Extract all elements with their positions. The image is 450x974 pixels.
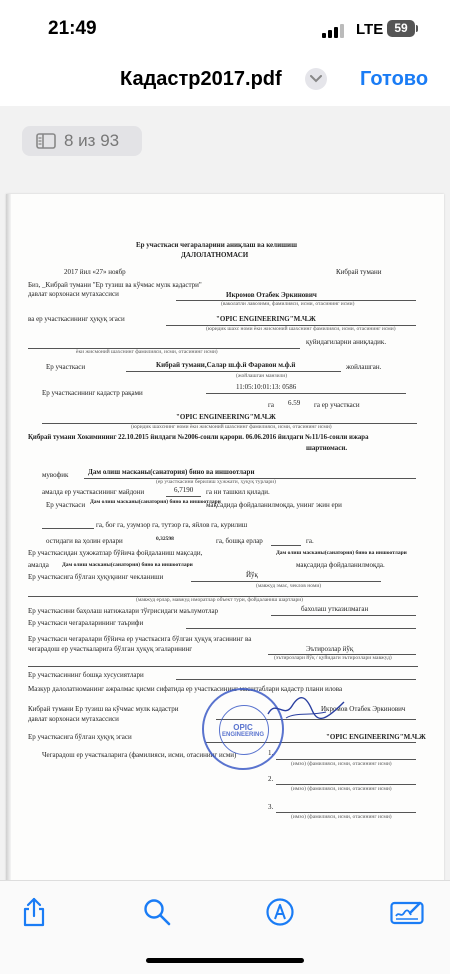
doc-sign1-b: давлат корхонаси мутахассиси	[28, 715, 119, 723]
doc-results-val: бахолаш утказилмаган	[301, 605, 369, 613]
doc-cap-restrict: (мавжуд эмас, чеклов номи)	[256, 583, 322, 589]
doc-owner: "OPIC ENGINEERING"М.Ч.Ж	[216, 315, 316, 323]
doc-line1b: давлат корхонаси мутахассиси	[28, 290, 119, 298]
doc-n1: 1.	[268, 749, 274, 757]
doc-purpose: Дам олиш масканы(санатория) бино ва иншоотлари	[88, 468, 255, 476]
doc-owner-label: ва ер участкасининг ҳуқуқ эгаси	[28, 315, 125, 323]
pdf-page	[6, 194, 444, 884]
doc-person: Икромов Отабек Эркинович	[226, 291, 317, 299]
doc-border-desc: Ер участкаси чегараларининг таърифи	[28, 619, 144, 627]
doc-restrict-val: Йўқ	[246, 571, 258, 579]
doc-doc-use-post: мақсадида фойдаланилмоқда.	[296, 561, 385, 569]
search-icon[interactable]	[140, 895, 174, 929]
doc-sign1-name: Икромов Отабек Эркинович	[321, 705, 406, 713]
doc-purpose-label: мувофик	[42, 471, 69, 479]
doc-cad-num: 11:05:10:01:13: 0586	[236, 383, 297, 391]
chevron-down-icon[interactable]	[305, 68, 327, 90]
doc-cap-sig-2: (имзо) (фамилияси, исми, отасининг исми)	[291, 786, 392, 792]
doc-built-c: га.	[306, 537, 314, 545]
doc-restrict-label: Ер участкасига бўлган ҳуқуқнинг чекланиши	[28, 573, 164, 581]
doc-border-rights-a: Ер участкаси чегаралари бўйича ер участкасига бўлган ҳуқуқ эгасининг ва	[28, 635, 252, 643]
doc-area-pre: га	[268, 401, 274, 409]
doc-border-rights-val: Эътирозлар йўқ	[306, 645, 354, 653]
doc-cap-obj: (мавжуд ерлар, мавжуд иморатлар объект тури, фойдаланиш шартлари)	[136, 597, 303, 603]
doc-line1a: Биз, _Кибрай тумани "Ер тузиш ва кўчмас мулк кадастри"	[28, 281, 202, 289]
page-indicator-label: 8 из 93	[64, 131, 120, 150]
doc-cap-border: (эътирозлари йўқ / қуйидаги эътирозлари мавжуд)	[274, 655, 392, 661]
doc-plot-label: Ер участкаси	[46, 363, 86, 371]
stamp-text-2: ENGINEERING	[221, 732, 264, 738]
doc-area-line-a: амалда ер участкасининг майдони	[42, 488, 145, 496]
doc-qu-label: қуйидагиларни аниқладик.	[306, 338, 387, 346]
doc-use-post: мақсадида фойдаланилмоқда, унинг экин ери	[206, 501, 342, 509]
doc-doc-use-pre: амалда	[28, 561, 49, 569]
doc-results-label: Ер участкасини баҳолаш натижалари тўғрисидаги маълумотлар	[28, 607, 219, 615]
doc-mandatory: Мазкур далолатноманинг ажралмас қисми сифатида ер участкасининг масштаблари кадастр плани илова	[28, 685, 343, 693]
done-button[interactable]: Готово	[360, 68, 429, 90]
doc-cap-loc: (жойлашган манзили)	[236, 373, 288, 379]
signature-mark	[266, 694, 346, 724]
doc-area-line-val: 6,7190	[174, 486, 194, 494]
doc-cap-purpose: (ер участкасини берилиш ҳужжати, ҳуқуқ турлари)	[156, 479, 276, 485]
markup-icon[interactable]	[263, 895, 297, 929]
doc-cap-owner: (юридик шахс номи ёки жисмоний шахснинг фамилияси, исми, отасининг исми)	[206, 326, 396, 332]
doc-neighbors: Чегарадош ер участкаларига (фамилияси, исми, отасининг исми)	[42, 751, 237, 759]
doc-sign2-name: "OPIC ENGINEERING"М.Ч.Ж	[326, 733, 426, 741]
page-indicator[interactable]	[22, 126, 142, 156]
doc-n2: 2.	[268, 775, 274, 783]
doc-decision2: шартномаси.	[306, 444, 348, 452]
doc-border-rights-b: чегарадош ер участкаларига бўлган ҳуқуқ эгаларининг	[28, 645, 193, 653]
signature-icon[interactable]	[390, 895, 424, 929]
doc-cap-owner2: (юридик шахснинг номи ёки жисмоний шахснинг фамилияси, исми, отасининг исми)	[131, 424, 332, 430]
network-type: LTE	[356, 21, 384, 38]
doc-doc-use-val2: Дам олиш масканы(санатория) бино ва иншоотлари	[62, 562, 193, 568]
doc-located: жойлашган.	[346, 363, 382, 371]
doc-date: 2017 йил «27» ноябр	[64, 268, 126, 276]
sidebar-icon	[36, 133, 56, 149]
scan-edge	[6, 194, 11, 884]
doc-decision: Қибрай тумани Хокимининг 22.10.2015 йилдаги №2006-сонли қарори. 06.06.2016 йилдаги №11/16-сонли ижара	[28, 434, 369, 441]
doc-district: Кибрай тумани	[336, 268, 382, 276]
doc-use-label: Ер участкаси	[46, 501, 86, 509]
battery-tip	[416, 25, 418, 32]
doc-cap-sig-3: (имзо) (фамилияси, исми, отасининг исми)	[291, 814, 392, 820]
doc-n3: 3.	[268, 803, 274, 811]
doc-doc-use-label: Ер участкасидан ҳужжатлар бўйича фойдаланиш мақсади,	[28, 549, 203, 557]
doc-built-val: 0,32598	[156, 536, 174, 542]
doc-built-a: остидаги ва ҳолин ерлари	[46, 537, 123, 545]
doc-area-val: 6.59	[288, 399, 301, 407]
status-bar	[0, 0, 450, 56]
document-title[interactable]: Кадастр2017.pdf	[120, 68, 282, 90]
doc-built-b: га, бошқа ерлар	[216, 537, 263, 545]
share-icon[interactable]	[17, 895, 51, 929]
doc-cap-phys: ёки жисмоний шахснинг фамилияси, исми, отасининг исми)	[76, 349, 218, 355]
doc-header-1: Ер участкаси чегараларини аниқлаш ва келишиш	[136, 241, 297, 249]
pdf-viewer[interactable]	[0, 106, 450, 880]
doc-doc-use-val: Дам олиш масканы(санатория) бино ва иншоотлари	[276, 550, 407, 556]
doc-other: Ер участкасининг бошқа хусусиятлари	[28, 671, 144, 679]
signal-icon	[322, 24, 344, 38]
stamp-text-1: OPIC	[233, 723, 253, 732]
doc-use-val: Дам олиш масканы(санатория) бино ва иншоотлари	[90, 499, 221, 505]
doc-sign2-label: Ер участкасига бўлган ҳуқуқ эгаси	[28, 733, 132, 741]
doc-cap-person: (ваколатли лавозими, фамилияси, исми, отасининг исми)	[221, 301, 355, 307]
doc-area-line-b: га ни ташкил қилади.	[206, 488, 270, 496]
doc-sign1-a: Кибрай тумани Ер тузиш ва кўчмас мулк кадастри	[28, 705, 179, 713]
clock: 21:49	[48, 18, 97, 39]
doc-crops: га, боғ га, узумзор га, тутзор га, яйлов га, курилиш	[96, 521, 248, 529]
battery-icon: 59	[387, 20, 415, 37]
doc-header-2: ДАЛОЛАТНОМАСИ	[181, 251, 249, 259]
doc-cad-label: Ер участкасининг кадастр рақами	[42, 389, 143, 397]
doc-plot-addr: Кибрай тумани,Салар ш.ф.й Фаравон м.ф.й	[156, 361, 296, 369]
doc-area-post: га ер участкаси	[314, 401, 360, 409]
doc-owner2: "OPIC ENGINEERING"М.Ч.Ж	[176, 413, 276, 421]
home-indicator	[146, 958, 304, 963]
nav-bar	[0, 56, 450, 106]
doc-cap-sig-1: (имзо) (фамилияси, исми, отасининг исми)	[291, 761, 392, 767]
